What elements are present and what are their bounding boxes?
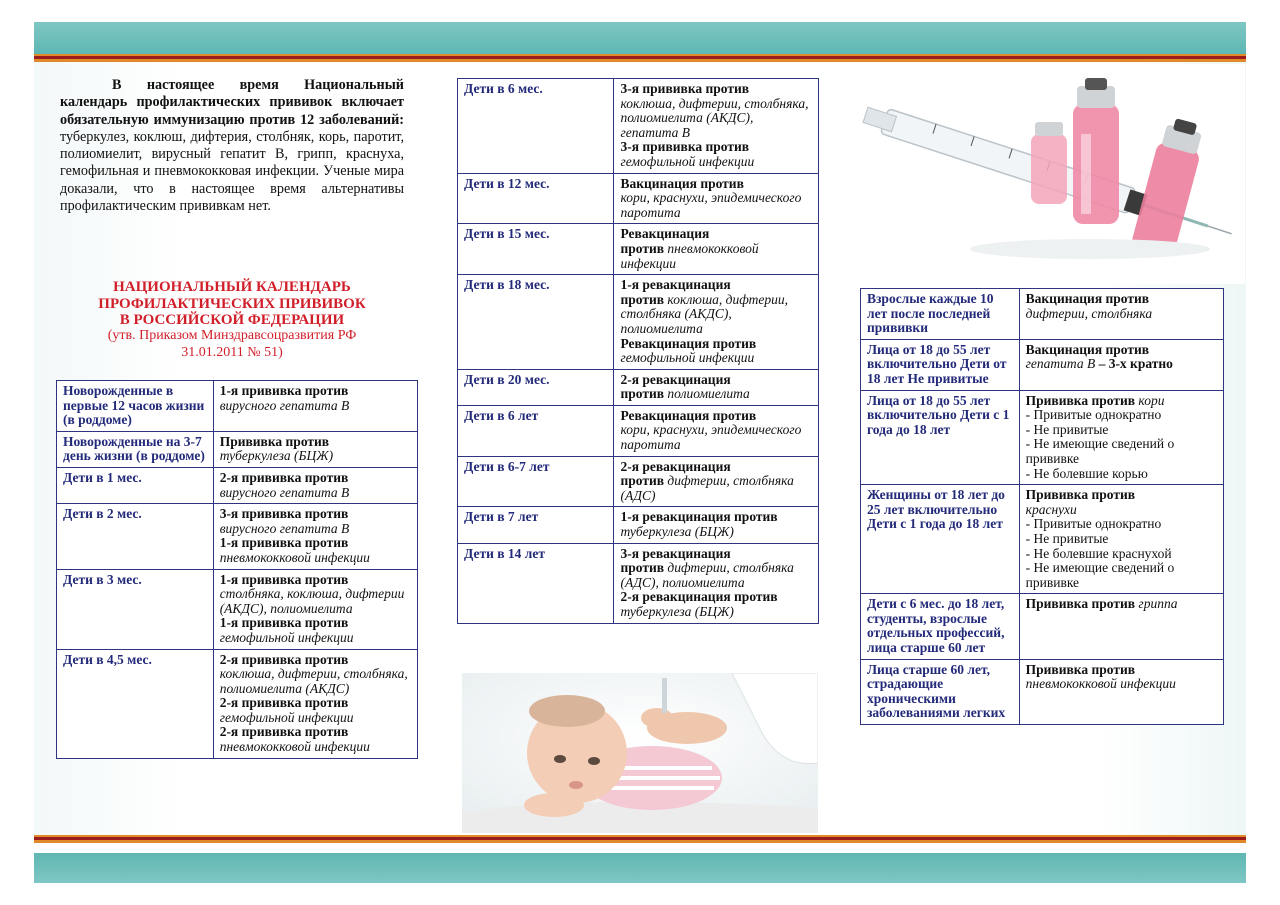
age-group-cell: Дети в 14 лет	[458, 543, 614, 623]
syringe-vials-photo	[845, 64, 1245, 284]
vaccine-text: 3-я прививка против	[620, 139, 750, 155]
table-row	[57, 649, 418, 758]
age-group-cell: Дети в 6 мес.	[458, 79, 614, 174]
vaccine-text: Прививка против	[1025, 596, 1139, 612]
vaccine-text: против	[620, 291, 668, 307]
table-row	[458, 507, 819, 543]
vaccination-cell	[213, 649, 417, 758]
vaccine-text: - Не болевшие корью	[1025, 465, 1148, 481]
vaccine-text: 3-я прививка против	[620, 81, 750, 96]
table-row	[458, 275, 819, 370]
vaccine-text: гепатита В	[1025, 356, 1096, 372]
vaccine-text: Вакцинация против	[1025, 291, 1150, 306]
vaccine-text: 1-я прививка против	[219, 571, 349, 587]
vaccine-text: 1-я ревакцинация	[620, 277, 731, 293]
table-row	[861, 594, 1224, 659]
vaccination-cell	[614, 456, 819, 507]
vaccine-text: кори, краснухи, эпидемического паротита	[620, 422, 802, 453]
bottom-band	[34, 853, 1246, 883]
table-row	[458, 224, 819, 275]
vaccine-text: - Не привитые	[1025, 530, 1109, 546]
vaccination-cell	[213, 431, 417, 467]
vaccination-cell	[1019, 289, 1223, 340]
vaccine-text: - Привитые однократно	[1025, 407, 1162, 423]
intro-bold: В настоящее время Национальный календарь профилактических прививок включает обязательную иммунизацию против 12 заболеваний:	[60, 77, 404, 128]
vaccine-text: коклюша, дифтерии, столбняка (АКДС), полиомиелита	[620, 291, 788, 336]
vaccine-text: туберкулеза (БЦЖ)	[620, 524, 734, 540]
age-group-cell: Дети в 7 лет	[458, 507, 614, 543]
age-group-cell: Дети в 18 мес.	[458, 275, 614, 370]
vaccine-text: гриппа	[1138, 596, 1178, 612]
title-line: В РОССИЙСКОЙ ФЕДЕРАЦИИ	[119, 312, 345, 328]
baby-vaccination-photo	[462, 673, 818, 833]
vaccine-text: Прививка против	[1025, 487, 1136, 503]
vaccine-text: - Привитые однократно	[1025, 516, 1162, 532]
age-group-cell: Лица от 18 до 55 лет включительно Дети от 18 лет Не привитые	[861, 339, 1020, 390]
age-group-cell: Дети в 15 мес.	[458, 224, 614, 275]
vaccine-text: 2-я ревакцинация против	[620, 589, 778, 605]
vaccination-cell	[213, 381, 417, 432]
vaccine-text: гемофильной инфекции	[620, 153, 755, 169]
vaccine-text: 2-я прививка против	[219, 469, 349, 485]
vaccine-text: Прививка против	[1025, 661, 1136, 677]
age-group-cell: Новорожденные на 3-7 день жизни (в роддоме)	[57, 431, 214, 467]
vaccination-cell	[614, 369, 819, 405]
subtitle-line: 31.01.2011 № 51)	[181, 344, 283, 360]
vaccine-text: Ревакцинация против	[620, 335, 757, 351]
vaccine-text: пневмококковой инфекции	[219, 549, 370, 565]
age-group-cell: Дети в 1 мес.	[57, 467, 214, 503]
vaccine-text: – 3-х кратно	[1095, 356, 1173, 372]
table-row	[57, 504, 418, 569]
vaccine-text: пневмококковой инфекции	[620, 240, 759, 271]
vaccine-text: Вакцинация против	[1025, 341, 1150, 357]
vaccination-cell	[1019, 339, 1223, 390]
age-group-cell: Взрослые каждые 10 лет после последней прививки	[861, 289, 1020, 340]
vaccine-text: 1-я прививка против	[219, 615, 349, 631]
schedule-table-children	[457, 78, 819, 624]
intro-paragraph	[60, 77, 404, 215]
table-row	[458, 173, 819, 224]
age-group-cell: Новорожденные в первые 12 часов жизни (в роддоме)	[57, 381, 214, 432]
vaccine-text: против	[620, 473, 668, 489]
vaccine-text: 3-я ревакцинация	[620, 545, 731, 561]
title-line: НАЦИОНАЛЬНЫЙ КАЛЕНДАРЬ	[113, 279, 351, 295]
vaccine-text: гемофильной инфекции	[620, 350, 755, 366]
subtitle-line: (утв. Приказом Минздравсоцразвития РФ	[107, 328, 357, 343]
vaccine-text: вирусного гепатита В	[219, 484, 350, 500]
vaccination-cell	[614, 507, 819, 543]
bottom-stripe	[34, 835, 1246, 843]
age-group-cell: Лица от 18 до 55 лет включительно Дети с 1 года до 18 лет	[861, 390, 1020, 485]
vaccine-text: против	[620, 560, 668, 576]
vaccine-text: Прививка против	[219, 433, 330, 449]
vaccine-text: - Не имеющие сведений о прививке	[1025, 560, 1175, 590]
table-row	[458, 456, 819, 507]
page-subtitle	[60, 328, 404, 361]
table-row	[57, 381, 418, 432]
top-stripe	[34, 54, 1246, 62]
table-row	[458, 369, 819, 405]
table-row	[57, 569, 418, 649]
age-group-cell: Дети в 12 мес.	[458, 173, 614, 224]
vaccine-text: кори, краснухи, эпидемического паротита	[620, 190, 802, 220]
schedule-table-adults	[860, 288, 1224, 725]
vaccine-text: 2-я ревакцинация	[620, 371, 731, 387]
table-row	[861, 485, 1224, 594]
vaccination-cell	[1019, 659, 1223, 724]
table-row	[458, 543, 819, 623]
vaccine-text: Вакцинация против	[620, 175, 744, 191]
vaccine-text: - Не болевшие краснухой	[1025, 545, 1172, 561]
vaccine-text: коклюша, дифтерии, столбняка, полиомиелита (АКДС), гепатита В	[620, 95, 809, 140]
intro-text: туберкулез, коклюш, дифтерия, столбняк, корь, паротит, полиомиелит, вирусный гепатит В, грипп, краснуха, гемофильная и пневмококковая инфекции. Ученые мира доказали, что в настоящее время альтернативы профилактическим прививкам нет.	[60, 128, 404, 215]
vaccine-text: пневмококковой инфекции	[219, 739, 370, 755]
vaccine-text: против	[620, 240, 668, 256]
age-group-cell: Дети в 6-7 лет	[458, 456, 614, 507]
vaccine-text: гемофильной инфекции	[219, 629, 354, 645]
vaccination-cell	[614, 405, 819, 456]
age-group-cell: Дети в 3 мес.	[57, 569, 214, 649]
vaccine-text: пневмококковой инфекции	[1025, 676, 1176, 692]
vaccination-cell	[1019, 485, 1223, 594]
vaccine-text: 2-я прививка против	[219, 651, 349, 667]
page-title	[60, 279, 404, 329]
vaccination-cell	[614, 224, 819, 275]
table-row	[861, 659, 1224, 724]
age-group-cell: Женщины от 18 лет до 25 лет включительно Дети с 1 года до 18 лет	[861, 485, 1020, 594]
vaccine-text: дифтерии, столбняка	[1025, 305, 1153, 321]
vaccine-text: - Не привитые	[1025, 421, 1109, 437]
vaccine-text: 2-я ревакцинация	[620, 458, 731, 474]
vaccination-cell	[1019, 390, 1223, 485]
vaccine-text: Прививка против	[1025, 392, 1139, 408]
top-band	[34, 22, 1246, 54]
vaccine-text: кори	[1138, 392, 1165, 408]
age-group-cell: Дети в 4,5 мес.	[57, 649, 214, 758]
vaccine-text: против	[620, 386, 668, 402]
vaccination-cell	[614, 543, 819, 623]
age-group-cell: Дети в 6 лет	[458, 405, 614, 456]
schedule-table-infants	[56, 380, 418, 759]
vaccine-text: гемофильной инфекции	[219, 709, 354, 725]
vaccine-text: коклюша, дифтерии, столбняка, полиомиелита (АКДС)	[219, 666, 408, 696]
vaccine-text: Ревакцинация против	[620, 407, 757, 423]
age-group-cell: Дети в 2 мес.	[57, 504, 214, 569]
age-group-cell: Лица старше 60 лет, страдающие хроническими заболеваниями легких	[861, 659, 1020, 724]
vaccine-text: туберкулеза (БЦЖ)	[219, 448, 334, 464]
age-group-cell: Дети с 6 мес. до 18 лет, студенты, взрослые отдельных профессий, лица старше 60 лет	[861, 594, 1020, 659]
vaccination-cell	[213, 569, 417, 649]
vaccination-cell	[614, 275, 819, 370]
vaccination-cell	[614, 173, 819, 224]
vaccine-text: вирусного гепатита В	[219, 520, 350, 536]
title-line: ПРОФИЛАКТИЧЕСКИХ ПРИВИВОК	[98, 295, 366, 312]
vaccination-cell	[614, 79, 819, 174]
vaccine-text: туберкулеза (БЦЖ)	[620, 604, 734, 619]
vaccine-text: 2-я прививка против	[219, 724, 349, 740]
table-row	[57, 467, 418, 503]
table-row	[861, 339, 1224, 390]
vaccine-text: 1-я прививка против	[219, 535, 349, 551]
vaccine-text: дифтерии, столбняка (АДС)	[620, 473, 794, 503]
vaccination-cell	[213, 504, 417, 569]
table-row	[458, 405, 819, 456]
vaccine-text: краснухи	[1025, 501, 1077, 517]
table-row	[458, 79, 819, 174]
vaccine-text: 3-я прививка против	[219, 506, 349, 522]
table-row	[57, 431, 418, 467]
vaccination-cell	[1019, 594, 1223, 659]
table-row	[861, 390, 1224, 485]
vaccine-text: 2-я прививка против	[219, 695, 349, 711]
vaccine-text: 1-я ревакцинация против	[620, 509, 778, 525]
vaccine-text: 1-я прививка против	[219, 383, 349, 398]
vaccination-cell	[213, 467, 417, 503]
vaccine-text: вирусного гепатита В	[219, 397, 350, 413]
vaccine-text: дифтерии, столбняка (АДС), полиомиелита	[620, 560, 794, 590]
vaccine-text: Ревакцинация	[620, 226, 710, 242]
vaccine-text: столбняка, коклюша, дифтерии (АКДС), полиомиелита	[219, 586, 405, 616]
table-row	[861, 289, 1224, 340]
age-group-cell: Дети в 20 мес.	[458, 369, 614, 405]
vaccine-text: полиомиелита	[667, 386, 750, 402]
vaccine-text: - Не имеющие сведений о прививке	[1025, 436, 1175, 466]
